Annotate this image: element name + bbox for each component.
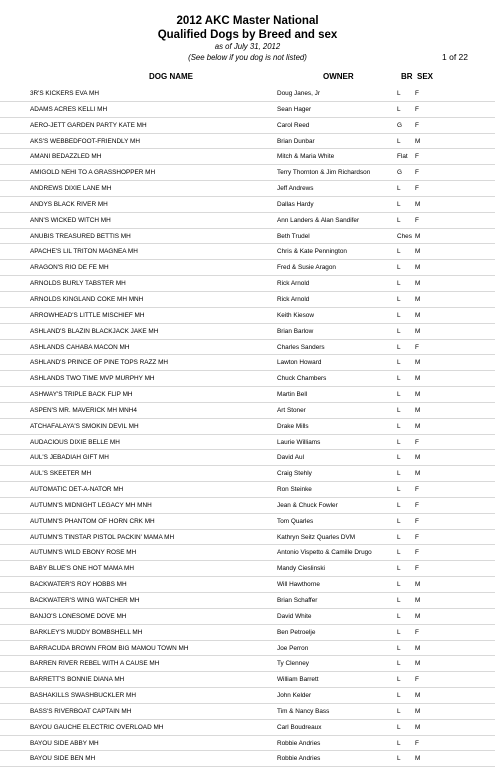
breed-cell: L <box>397 707 401 715</box>
breed-cell: L <box>397 295 401 303</box>
sex-cell: F <box>415 216 419 224</box>
owner-cell: Ron Steinke <box>277 486 312 494</box>
breed-cell: L <box>397 406 401 414</box>
breed-cell: L <box>397 533 401 541</box>
owner-cell: Dallas Hardy <box>277 200 314 208</box>
sex-cell: M <box>415 644 421 652</box>
table-row <box>0 229 495 245</box>
breed-cell: L <box>397 723 401 731</box>
table-row <box>0 498 495 514</box>
owner-cell: Chuck Chambers <box>277 375 327 383</box>
table-row <box>0 86 495 102</box>
sex-cell: F <box>415 121 419 129</box>
breed-cell: L <box>397 311 401 319</box>
dog-name-cell: ARNOLDS KINGLAND COKE MH MNH <box>30 295 144 303</box>
breed-cell: L <box>397 470 401 478</box>
table-row <box>0 720 495 736</box>
owner-cell: Keith Kiesow <box>277 311 314 319</box>
breed-cell: L <box>397 565 401 573</box>
sex-cell: M <box>415 755 421 763</box>
sex-cell: F <box>415 438 419 446</box>
table-row <box>0 355 495 371</box>
owner-cell: David Aul <box>277 454 304 462</box>
table-row <box>0 134 495 150</box>
table-row <box>0 181 495 197</box>
breed-cell: L <box>397 597 401 604</box>
dog-name-cell: ASHLANDS TWO TIME MVP MURPHY MH <box>30 375 155 383</box>
sex-cell: M <box>415 422 421 430</box>
breed-cell: L <box>397 375 401 383</box>
dog-name-cell: AERO-JETT GARDEN PARTY KATE MH <box>30 121 147 129</box>
dog-name-cell: BARRETT'S BONNIE DIANA MH <box>30 676 125 684</box>
table-row <box>0 260 495 276</box>
dog-name-cell: AUTUMN'S MIDNIGHT LEGACY MH MNH <box>30 501 152 509</box>
sex-cell: F <box>415 486 419 494</box>
owner-cell: Carol Reed <box>277 121 310 129</box>
owner-cell: William Barrett <box>277 676 319 684</box>
breed-cell: L <box>397 105 401 113</box>
table-row <box>0 641 495 657</box>
owner-cell: Tim & Nancy Bass <box>277 707 330 715</box>
breed-cell: L <box>397 676 401 684</box>
owner-cell: Antonio Vispetto & Camille Drugo <box>277 549 372 557</box>
breed-cell: L <box>397 581 401 589</box>
sex-cell: M <box>415 707 421 715</box>
table-row <box>0 340 495 356</box>
owner-cell: Carl Boudreaux <box>277 723 322 731</box>
sex-cell: M <box>415 470 421 478</box>
dog-name-cell: ANN'S WICKED WITCH MH <box>30 216 111 224</box>
sex-cell: M <box>415 597 421 604</box>
sex-cell: M <box>415 612 421 620</box>
owner-cell: Kathryn Seitz Quarles DVM <box>277 533 356 541</box>
owner-cell: Mitch & Maria White <box>277 153 335 161</box>
breed-cell: G <box>397 169 402 177</box>
sex-cell: F <box>415 105 419 113</box>
breed-cell: L <box>397 200 401 208</box>
breed-cell: L <box>397 660 401 668</box>
breed-cell: L <box>397 248 401 256</box>
dog-name-cell: AKS'S WEBBEDFOOT-FRIENDLY MH <box>30 137 140 145</box>
dog-name-cell: BASS'S RIVERBOAT CAPTAIN MH <box>30 707 132 715</box>
sex-cell: F <box>415 549 419 557</box>
document-title: 2012 AKC Master National <box>176 15 319 27</box>
sex-cell: M <box>415 406 421 414</box>
table-row <box>0 736 495 752</box>
dog-name-cell: 3R'S KICKERS EVA MH <box>30 90 99 97</box>
sex-cell: M <box>415 327 421 335</box>
sex-cell: F <box>415 565 419 573</box>
sex-cell: F <box>415 501 419 509</box>
table-row <box>0 324 495 340</box>
sex-cell: M <box>415 248 421 256</box>
breed-cell: L <box>397 264 401 272</box>
table-row <box>0 514 495 530</box>
dog-name-cell: ADAMS ACRES KELLI MH <box>30 105 108 113</box>
breed-cell: L <box>397 343 401 351</box>
table-row <box>0 593 495 609</box>
owner-cell: Sean Hager <box>277 105 312 113</box>
dog-name-cell: AUTUMN'S TINSTAR PISTOL PACKIN' MAMA MH <box>30 533 175 541</box>
dog-name-cell: ARROWHEAD'S LITTLE MISCHIEF MH <box>30 311 145 319</box>
column-header-owner: OWNER <box>323 72 354 81</box>
breed-cell: L <box>397 185 401 193</box>
owner-cell: Joe Perron <box>277 644 309 652</box>
dog-name-cell: BAYOU GAUCHE ELECTRIC OVERLOAD MH <box>30 723 164 731</box>
owner-cell: Ty Clenney <box>277 660 309 668</box>
sex-cell: M <box>415 660 421 668</box>
owner-cell: Chris & Kate Pennington <box>277 248 347 256</box>
owner-cell: Mandy Cieslinski <box>277 565 325 573</box>
owner-cell: Robbie Andries <box>277 739 321 747</box>
owner-cell: Terry Thornton & Jim Richardson <box>277 169 371 177</box>
dog-table <box>0 86 495 767</box>
dog-name-cell: ASHLAND'S BLAZIN BLACKJACK JAKE MH <box>30 327 159 335</box>
owner-cell: Martin Bell <box>277 391 308 399</box>
sex-cell: M <box>415 200 421 208</box>
sex-cell: F <box>415 153 419 161</box>
table-row <box>0 577 495 593</box>
owner-cell: Will Hawthorne <box>277 581 320 589</box>
breed-cell: L <box>397 90 401 97</box>
owner-cell: Rick Arnold <box>277 295 310 303</box>
table-row <box>0 656 495 672</box>
table-row <box>0 165 495 181</box>
dog-name-cell: ASHLANDS CAHABA MACON MH <box>30 343 130 351</box>
dog-name-cell: AUDACIOUS DIXIE BELLE MH <box>30 438 120 446</box>
dog-name-cell: ASHLAND'S PRINCE OF PINE TOPS RAZZ MH <box>30 359 169 367</box>
owner-cell: Laurie Williams <box>277 438 321 446</box>
table-row <box>0 482 495 498</box>
owner-cell: Jean & Chuck Fowler <box>277 501 338 509</box>
table-row <box>0 530 495 546</box>
breed-cell: L <box>397 644 401 652</box>
dog-name-cell: AUTUMN'S WILD EBONY ROSE MH <box>30 549 137 557</box>
table-row <box>0 149 495 165</box>
breed-cell: L <box>397 438 401 446</box>
table-row <box>0 387 495 403</box>
owner-cell: Craig Stehly <box>277 470 312 478</box>
table-row <box>0 751 495 767</box>
sex-cell: M <box>415 264 421 272</box>
sex-cell: M <box>415 359 421 367</box>
table-header <box>0 71 495 83</box>
sex-cell: F <box>415 628 419 636</box>
owner-cell: Art Stoner <box>277 406 306 414</box>
dog-name-cell: BASHAKILLS SWASHBUCKLER MH <box>30 692 136 700</box>
sex-cell: M <box>415 391 421 399</box>
sex-cell: M <box>415 692 421 700</box>
breed-cell: L <box>397 216 401 224</box>
sex-cell: F <box>415 739 419 747</box>
owner-cell: Doug Janes, Jr <box>277 90 320 97</box>
sex-cell: M <box>415 311 421 319</box>
owner-cell: John Kelder <box>277 692 312 700</box>
table-row <box>0 403 495 419</box>
dog-name-cell: APACHE'S LIL TRITON MAGNEA MH <box>30 248 138 256</box>
dog-name-cell: AUL'S JEBADIAH GIFT MH <box>30 454 109 462</box>
table-row <box>0 276 495 292</box>
owner-cell: David White <box>277 612 312 620</box>
sex-cell: F <box>415 676 419 684</box>
sex-cell: M <box>415 295 421 303</box>
breed-cell: L <box>397 739 401 747</box>
sex-cell: M <box>415 454 421 462</box>
table-row <box>0 292 495 308</box>
breed-cell: L <box>397 517 401 525</box>
owner-cell: Ben Petroelje <box>277 628 316 636</box>
sex-cell: F <box>415 90 419 97</box>
table-row <box>0 118 495 134</box>
table-row <box>0 466 495 482</box>
breed-cell: Ches <box>397 232 412 240</box>
dog-name-cell: ASHWAY'S TRIPLE BACK FLIP MH <box>30 391 133 399</box>
breed-cell: L <box>397 501 401 509</box>
page-number: 1 of 22 <box>442 52 468 62</box>
breed-cell: L <box>397 454 401 462</box>
table-row <box>0 688 495 704</box>
dog-name-cell: ASPEN'S MR. MAVERICK MH MNH4 <box>30 406 137 414</box>
dog-name-cell: ANDREWS DIXIE LANE MH <box>30 185 112 193</box>
sex-cell: M <box>415 723 421 731</box>
owner-cell: Charles Sanders <box>277 343 325 351</box>
table-row <box>0 672 495 688</box>
sex-cell: M <box>415 375 421 383</box>
sex-cell: F <box>415 517 419 525</box>
breed-cell: Flat <box>397 153 408 161</box>
owner-cell: Brian Barlow <box>277 327 314 335</box>
table-row <box>0 450 495 466</box>
dog-name-cell: BARKLEY'S MUDDY BOMBSHELL MH <box>30 628 143 636</box>
table-row <box>0 609 495 625</box>
sex-cell: M <box>415 232 421 240</box>
breed-cell: L <box>397 549 401 557</box>
dog-name-cell: AUTOMATIC DET-A-NATOR MH <box>30 486 124 494</box>
sex-cell: M <box>415 280 421 288</box>
column-header-dog-name: DOG NAME <box>149 72 193 81</box>
column-header-sex: SEX <box>417 72 434 81</box>
sex-cell: M <box>415 137 421 145</box>
breed-cell: L <box>397 612 401 620</box>
dog-name-cell: ANDYS BLACK RIVER MH <box>30 200 108 208</box>
owner-cell: Fred & Susie Aragon <box>277 264 336 272</box>
as-of-date: as of July 31, 2012 <box>214 42 281 51</box>
breed-cell: L <box>397 422 401 430</box>
owner-cell: Drake Mills <box>277 422 309 430</box>
breed-cell: L <box>397 755 401 763</box>
owner-cell: Rick Arnold <box>277 280 310 288</box>
table-row <box>0 625 495 641</box>
dog-name-cell: BACKWATER'S ROY HOBBS MH <box>30 581 127 589</box>
dog-name-cell: ARAGON'S RIO DE FE MH <box>30 264 109 272</box>
table-row <box>0 213 495 229</box>
dog-name-cell: BABY BLUE'S ONE HOT MAMA MH <box>30 565 134 573</box>
breed-cell: L <box>397 391 401 399</box>
dog-name-cell: AUTUMN'S PHANTOM OF HORN CRK MH <box>30 517 155 525</box>
breed-cell: L <box>397 628 401 636</box>
listing-note: (See below if you dog is not listed) <box>188 53 307 62</box>
dog-name-cell: BAYOU SIDE ABBY MH <box>30 739 99 747</box>
sex-cell: F <box>415 533 419 541</box>
dog-name-cell: ANUBIS TREASURED BETTIS MH <box>30 232 131 240</box>
breed-cell: L <box>397 137 401 145</box>
owner-cell: Beth Trudel <box>277 232 310 240</box>
table-row <box>0 435 495 451</box>
table-row <box>0 197 495 213</box>
table-row <box>0 102 495 118</box>
table-row <box>0 308 495 324</box>
breed-cell: L <box>397 359 401 367</box>
dog-name-cell: BANJO'S LONESOME DOVE MH <box>30 612 127 620</box>
owner-cell: Brian Dunbar <box>277 137 315 145</box>
document-subtitle: Qualified Dogs by Breed and sex <box>157 29 338 41</box>
breed-cell: G <box>397 121 402 129</box>
dog-name-cell: ATCHAFALAYA'S SMOKIN DEVIL MH <box>30 422 139 430</box>
dog-name-cell: ARNOLDS BURLY TABSTER MH <box>30 280 126 288</box>
owner-cell: Lawton Howard <box>277 359 322 367</box>
table-row <box>0 561 495 577</box>
dog-name-cell: AMANI BEDAZZLED MH <box>30 153 102 161</box>
dog-name-cell: BARRACUDA BROWN FROM BIG MAMOU TOWN MH <box>30 644 189 652</box>
dog-name-cell: AUL'S SKEETER MH <box>30 470 92 478</box>
owner-cell: Brian Schaffer <box>277 597 318 604</box>
owner-cell: Jeff Andrews <box>277 185 314 193</box>
sex-cell: F <box>415 169 419 177</box>
table-row <box>0 545 495 561</box>
dog-name-cell: BACKWATER'S WING WATCHER MH <box>30 597 140 604</box>
table-row <box>0 244 495 260</box>
table-row <box>0 419 495 435</box>
owner-cell: Tom Quarles <box>277 517 314 525</box>
sex-cell: M <box>415 581 421 589</box>
breed-cell: L <box>397 280 401 288</box>
dog-name-cell: BARREN RIVER REBEL WITH A CAUSE MH <box>30 660 160 668</box>
owner-cell: Robbie Andries <box>277 755 321 763</box>
table-row <box>0 371 495 387</box>
breed-cell: L <box>397 486 401 494</box>
dog-name-cell: BAYOU SIDE BEN MH <box>30 755 96 763</box>
column-header-breed: BR <box>401 72 413 81</box>
owner-cell: Ann Landers & Alan Sandifer <box>277 216 360 224</box>
dog-name-cell: AMIGOLD NEHI TO A GRASSHOPPER MH <box>30 169 156 177</box>
sex-cell: F <box>415 343 419 351</box>
breed-cell: L <box>397 327 401 335</box>
breed-cell: L <box>397 692 401 700</box>
sex-cell: F <box>415 185 419 193</box>
table-row <box>0 704 495 720</box>
